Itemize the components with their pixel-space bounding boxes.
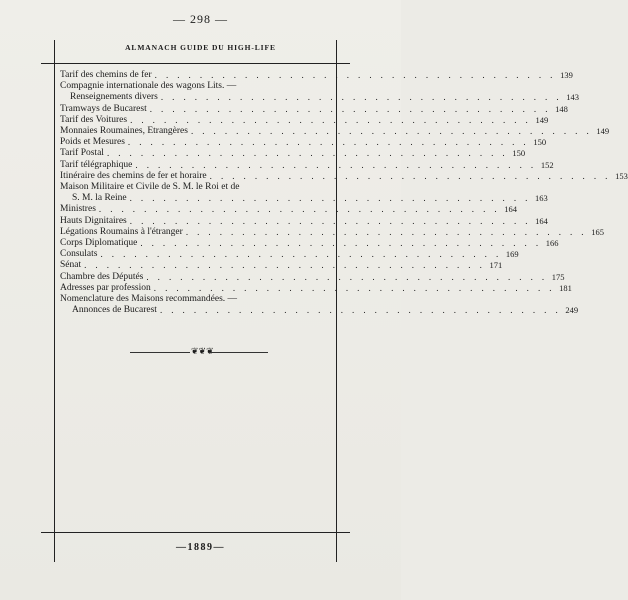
toc-entry-page: 169: [505, 249, 519, 260]
toc-entry-label: Poids et Mesures: [60, 137, 125, 148]
toc-leader-dots: . . . . . . . . . . . . . . . . . . . . . . . . . . . . . . . . . . . .: [149, 103, 551, 114]
toc-entry-page: 164: [504, 204, 518, 215]
toc-leader-dots: . . . . . . . . . . . . . . . . . . . . . . . . . . . . . . . . . . . .: [154, 70, 556, 80]
toc-leader-dots: . . . . . . . . . . . . . . . . . . . . . . . . . . . . . . . . . . . .: [185, 226, 587, 237]
toc-leader-dots: . . . . . . . . . . . . . . . . . . . . . . . . . . . . . . . . . . . .: [100, 249, 502, 260]
toc-entry: [60, 226, 604, 238]
toc-entry-label: Légations Roumains à l'étranger: [60, 226, 183, 237]
ornament-rule-right: [208, 352, 268, 353]
toc-entry-page: 175: [551, 271, 565, 282]
ornament-rule-left: [130, 352, 190, 353]
toc-entry-label: Corps Diplomatique: [60, 238, 138, 249]
toc-entry: [60, 137, 547, 148]
toc-entry-page: 148: [555, 103, 568, 114]
toc-entry-label: Tarif des Voitures: [60, 114, 128, 125]
toc-entry: [60, 215, 548, 227]
toc-entry-label: Chambre des Députés: [60, 271, 144, 282]
toc-leader-dots: . . . . . . . . . . . . . . . . . . . . . . . . . . . . . . . . . . . .: [98, 204, 501, 215]
toc-entry-label: Adresses par profession: [60, 282, 151, 293]
top-rule: [41, 63, 350, 64]
toc-leader-dots: . . . . . . . . . . . . . . . . . . . . . . . . . . . . . . . . . . . .: [159, 305, 562, 316]
toc-entry-label: Ministres: [60, 204, 96, 215]
toc-entry-label: Hauts Dignitaires: [60, 215, 127, 226]
toc-entry: [60, 271, 565, 283]
toc-entry: [60, 114, 549, 126]
toc-entry: [60, 260, 503, 271]
toc-entry-page: 149: [535, 114, 549, 125]
toc-entry-page: 249: [565, 305, 579, 316]
footer-year: —1889—: [176, 542, 225, 553]
left-rule: [54, 40, 55, 562]
toc-entry: [60, 294, 336, 305]
toc-leader-dots: . . . . . . . . . . . . . . . . . . . . . . . . . . . . . . . . . . . .: [130, 114, 532, 125]
toc-entry-page: 143: [566, 92, 580, 103]
toc-entry-label: Itinéraire des chemins de fer et horaire: [60, 170, 207, 181]
bottom-rule: [41, 532, 350, 533]
toc-entry-page: 171: [489, 260, 503, 271]
toc-leader-dots: . . . . . . . . . . . . . . . . . . . . . . . . . . . . . . . . . . . .: [140, 238, 542, 249]
running-head: ALMANACH GUIDE DU HIGH-LIFE: [125, 43, 276, 52]
toc-leader-dots: . . . . . . . . . . . . . . . . . . . . . . . . . . . . . . . . . . . .: [190, 126, 593, 137]
toc-entry: [60, 193, 548, 204]
toc-entry-label: Compagnie internationale des wagons Lits. —: [60, 81, 237, 92]
toc-entry-label: Annonces de Bucarest: [72, 305, 157, 316]
table-of-contents: [60, 70, 628, 316]
toc-entry: [60, 148, 526, 159]
toc-leader-dots: . . . . . . . . . . . . . . . . . . . . . . . . . . . . . . . . . . . .: [84, 260, 486, 271]
toc-entry-page: 165: [591, 226, 604, 237]
toc-entry-label: S. M. la Reine: [72, 193, 127, 204]
toc-entry-page: 181: [559, 282, 572, 293]
toc-entry-page: 139: [560, 70, 573, 80]
toc-leader-dots: . . . . . . . . . . . . . . . . . . . . . . . . . . . . . . . . . . . .: [146, 271, 548, 282]
toc-entry: [60, 92, 580, 103]
toc-leader-dots: . . . . . . . . . . . . . . . . . . . . . . . . . . . . . . . . . . . .: [135, 159, 537, 170]
toc-leader-dots: . . . . . . . . . . . . . . . . . . . . . . . . . . . . . . . . . . . .: [153, 282, 555, 293]
toc-entry-page: 152: [540, 159, 554, 170]
toc-leader-dots: . . . . . . . . . . . . . . . . . . . . . . . . . . . . . . . . . . . .: [160, 92, 563, 103]
toc-entry-label: Consulats: [60, 249, 98, 260]
toc-entry: [60, 238, 559, 249]
toc-entry-page: 150: [512, 148, 526, 159]
toc-entry-page: 163: [535, 193, 548, 204]
toc-entry: [60, 182, 336, 193]
toc-entry-page: 164: [535, 215, 548, 226]
page-number: — 298 —: [173, 12, 228, 26]
toc-entry: [60, 126, 610, 137]
toc-entry: [60, 282, 572, 294]
toc-entry-label: Tarif des chemins de fer: [60, 70, 152, 80]
toc-entry: [60, 249, 519, 260]
toc-entry: [60, 305, 579, 316]
toc-entry-label: Maison Militaire et Civile de S. M. le Roi et de: [60, 182, 240, 193]
toc-entry: [60, 70, 573, 81]
toc-entry-label: Tarif Postal: [60, 148, 104, 159]
fleuron-icon: ❦❦❦: [191, 346, 214, 356]
toc-leader-dots: . . . . . . . . . . . . . . . . . . . . . . . . . . . . . . . . . . . .: [129, 193, 531, 204]
toc-entry: [60, 159, 554, 171]
toc-entry-label: Renseignements divers: [70, 92, 158, 103]
toc-entry-label: Sénat: [60, 260, 82, 271]
toc-entry-label: Tramways de Bucarest: [60, 103, 147, 114]
toc-entry-page: 153: [615, 170, 628, 181]
ornament-divider: [130, 348, 268, 358]
toc-entry: [60, 204, 518, 215]
toc-entry-page: 166: [545, 238, 559, 249]
toc-entry-label: Tarif télégraphique: [60, 159, 133, 170]
toc-entry-page: 150: [533, 137, 547, 148]
toc-leader-dots: . . . . . . . . . . . . . . . . . . . . . . . . . . . . . . . . . . . .: [129, 215, 531, 226]
toc-entry: [60, 170, 628, 182]
toc-leader-dots: . . . . . . . . . . . . . . . . . . . . . . . . . . . . . . . . . . . .: [209, 170, 611, 181]
toc-leader-dots: . . . . . . . . . . . . . . . . . . . . . . . . . . . . . . . . . . . .: [127, 137, 530, 148]
toc-entry-label: Monnaies Roumaines, Etrangères: [60, 126, 188, 137]
toc-entry: [60, 103, 568, 115]
toc-entry-page: 149: [596, 126, 610, 137]
toc-leader-dots: . . . . . . . . . . . . . . . . . . . . . . . . . . . . . . . . . . . .: [106, 148, 509, 159]
toc-entry: [60, 81, 336, 92]
toc-entry-label: Nomenclature des Maisons recommandées. —: [60, 294, 238, 305]
